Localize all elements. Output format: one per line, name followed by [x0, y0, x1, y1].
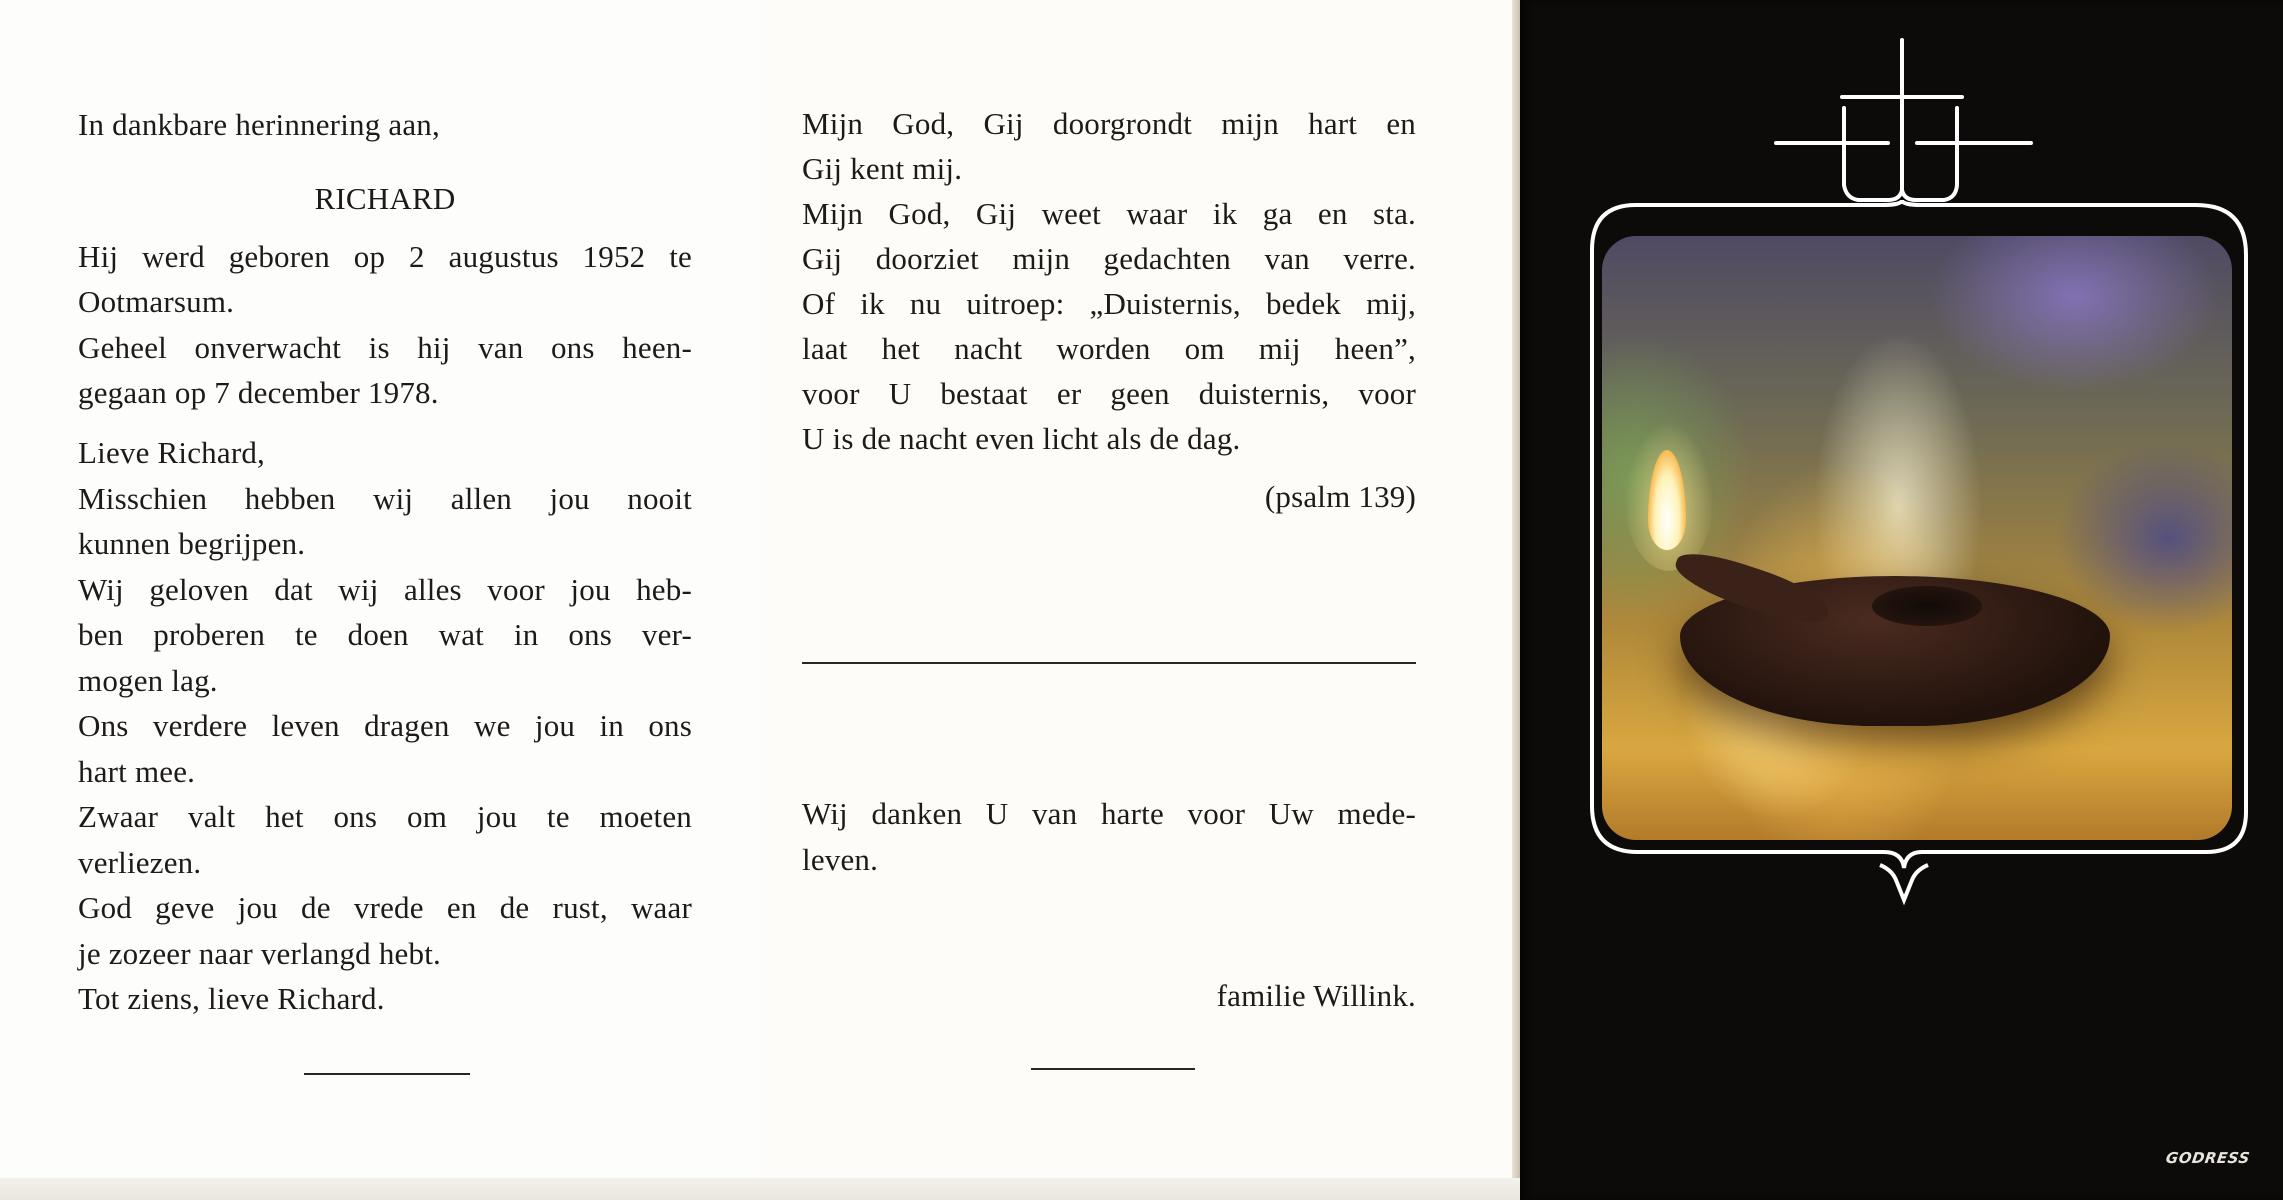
text-line: Hij werd geboren op 2 augustus 1952 te — [78, 239, 692, 274]
text-line: Tot ziens, lieve Richard. — [78, 981, 385, 1016]
text-line: Geheel onverwacht is hij van ons heen- — [78, 330, 692, 365]
text-line: Ootmarsum. — [78, 284, 235, 319]
text-line: ben proberen te doen wat in ons ver- — [78, 617, 692, 652]
text-line: Ons verdere leven dragen we jou in ons — [78, 708, 692, 743]
family-signature: familie Willink. — [1216, 978, 1416, 1013]
artist-signature: GODRESS — [2164, 1149, 2252, 1167]
thanks-line: leven. — [802, 842, 879, 877]
psalm-line: Of ik nu uitroep: „Duisternis, bedek mij, — [802, 286, 1416, 321]
text-line: verliezen. — [78, 845, 202, 880]
psalm-line: Gij kent mij. — [802, 151, 963, 186]
psalm-line: Gij doorziet mijn gedachten van verre. — [802, 241, 1416, 276]
psalm-line: U is de nacht even licht als de dag. — [802, 421, 1241, 456]
text-line: mogen lag. — [78, 663, 218, 698]
psalm-reference: (psalm 139) — [1264, 479, 1416, 514]
text-line: Wij geloven dat wij alles voor jou heb- — [78, 572, 692, 607]
salutation-line: Lieve Richard, — [78, 435, 265, 470]
frame-outline — [1592, 200, 2246, 868]
text-line: Zwaar valt het ons om jou te moeten — [78, 799, 692, 834]
deceased-name: RICHARD — [314, 181, 456, 216]
three-crosses-icon — [1776, 40, 2031, 200]
frame-bottom-ornament — [1880, 865, 1928, 900]
text-line: kunnen begrijpen. — [78, 526, 306, 561]
text-line: hart mee. — [78, 754, 196, 789]
psalm-line: Mijn God, Gij doorgrondt mijn hart en — [802, 106, 1416, 141]
text-line: Misschien hebben wij allen jou nooit — [78, 481, 692, 516]
text-line: je zozeer naar verlangd hebt. — [78, 936, 441, 971]
psalm-line: laat het nacht worden om mij heen”, — [802, 331, 1416, 366]
text-line: gegaan op 7 december 1978. — [78, 375, 439, 410]
psalm-line: Mijn God, Gij weet waar ik ga en sta. — [802, 196, 1416, 231]
thanks-line: Wij danken U van harte voor Uw mede- — [802, 796, 1416, 831]
text-line: God geve jou de vrede en de rust, waar — [78, 890, 692, 925]
dedication-line: In dankbare herinnering aan, — [78, 107, 440, 142]
psalm-line: voor U bestaat er geen duisternis, voor — [802, 376, 1416, 411]
